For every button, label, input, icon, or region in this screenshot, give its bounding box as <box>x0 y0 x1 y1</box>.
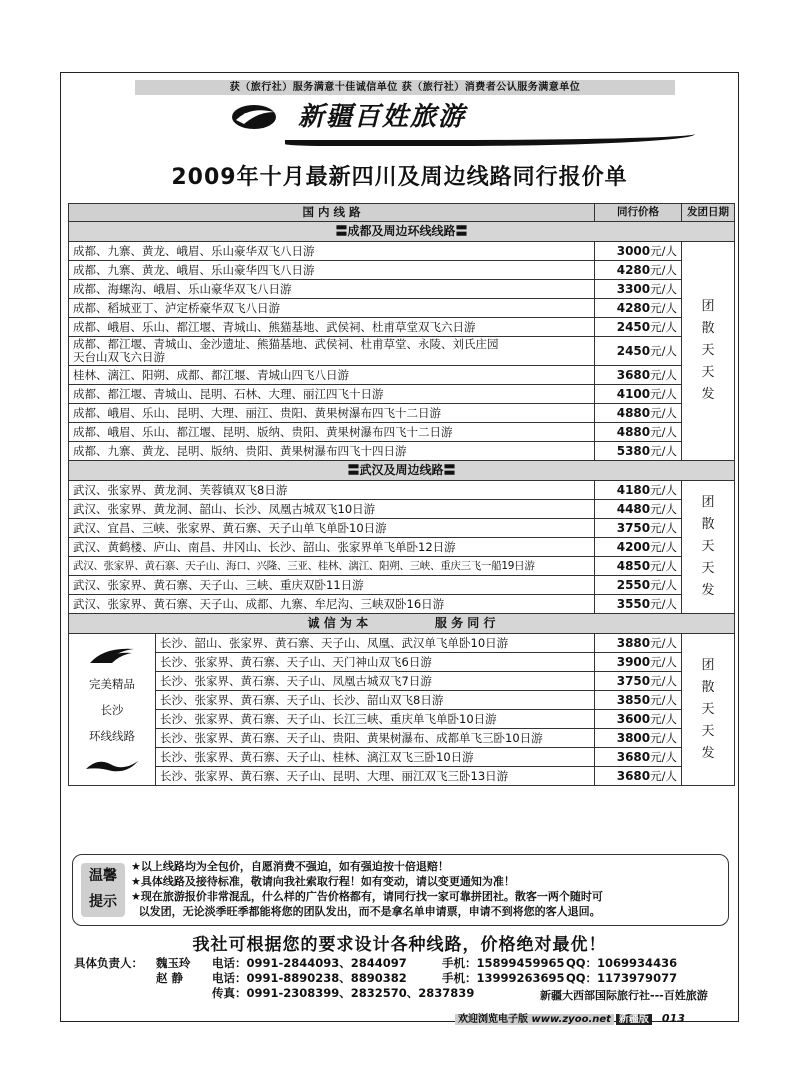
award-banner: 获（旅行社）服务满意十佳诚信单位 获（旅行社）消费者公认服务满意单位 <box>135 80 675 95</box>
contact-qq: QQ：1069934436 <box>566 956 678 970</box>
agency-name: 新疆大西部国际旅行社---百姓旅游 <box>540 989 708 1002</box>
table-row: 完美精品 长沙 环线线路 长沙、韶山、张家界、黄石寨、天子山、凤凰、武汉单飞单卧10日游 3880元/人 团散天天发 <box>69 634 735 653</box>
table-row: 成都、稻城亚丁、泸定桥豪华双飞八日游 4280元/人 <box>69 299 735 318</box>
table-row: 武汉、张家界、黄石寨、天子山、海口、兴隆、三亚、桂林、漓江、阳朔、三峡、重庆三飞一船19日游 4850元/人 <box>69 557 735 576</box>
side-line-1: 完美精品 <box>89 676 135 691</box>
table-row: 长沙、张家界、黄石寨、天子山、昆明、大理、丽江双飞三卧13日游 3680元/人 <box>69 767 735 786</box>
table-row: 成都、都江堰、青城山、昆明、石林、大理、丽江四飞十日游 4100元/人 <box>69 385 735 404</box>
section-header-wuhan: 〓武汉及周边线路〓 <box>69 461 735 481</box>
wave-top-icon <box>86 645 138 665</box>
changsha-side-panel <box>69 634 156 786</box>
price-table <box>68 203 735 786</box>
contact-label: 具体负责人： <box>74 956 143 970</box>
side-line-3: 环线线路 <box>89 728 135 743</box>
tips-box <box>72 854 729 926</box>
list-item: ★现在旅游报价非常混乱，什么样的广告价格都有，请同行找一家可靠拼团社。散客一两个随时可 <box>131 890 603 903</box>
list-item: ★具体线路及接待标准，敬请向我社索取行程！如有变动，请以变更通知为准！ <box>131 875 515 888</box>
tips-list <box>131 859 726 919</box>
contact-mobile: 手机：15899459965 <box>442 956 565 970</box>
departure-note: 团散天天发 <box>682 634 735 786</box>
footer-url[interactable]: www.zyoo.net <box>531 1014 611 1025</box>
table-row: 成都、九寨、黄龙、峨眉、乐山豪华四飞八日游 4280元/人 <box>69 261 735 280</box>
brand-name: 新疆百姓旅游 <box>298 102 467 132</box>
table-row: 长沙、张家界、黄石寨、天子山、长江三峡、重庆单飞单卧10日游 3600元/人 <box>69 710 735 729</box>
list-item: 以发团，无论淡季旺季都能将您的团队发出，而不是拿名单申请票，申请不到将您的客人退回。 <box>131 905 601 918</box>
contact-name: 赵 静 <box>156 971 184 985</box>
contact-name: 魏玉玲 <box>156 956 191 970</box>
section-header-changsha: 诚 信 为 本 服 务 同 行 <box>69 614 735 634</box>
table-row: 成都、海螺沟、峨眉、乐山豪华双飞八日游 3300元/人 <box>69 280 735 299</box>
footer-label: 欢迎浏览电子版 <box>458 1014 528 1025</box>
table-row: 武汉、张家界、黄石寨、天子山、成都、九寨、牟尼沟、三峡双卧16日游 3550元/人 <box>69 595 735 614</box>
table-row: 长沙、张家界、黄石寨、天子山、凤凰古城双飞7日游 3750元/人 <box>69 672 735 691</box>
contact-mobile: 手机：13999263695 <box>442 971 565 985</box>
slogan: 我社可根据您的要求设计各种线路，价格绝对最优！ <box>192 935 607 955</box>
table-header-row <box>69 204 735 222</box>
table-row: 成都、峨眉、乐山、都江堰、青城山、熊猫基地、武侯祠、杜甫草堂双飞六日游 2450元/人 <box>69 318 735 337</box>
table-row: 成都、九寨、黄龙、峨眉、乐山豪华双飞八日游 3000元/人 团散天天发 <box>69 242 735 261</box>
table-row: 成都、峨眉、乐山、都江堰、昆明、版纳、贵阳、黄果树瀑布四飞十二日游 4880元/人 <box>69 423 735 442</box>
brand-logo <box>230 98 670 136</box>
swoosh-logo-icon <box>230 102 278 132</box>
table-row: 长沙、张家界、黄石寨、天子山、贵阳、黄果树瀑布、成都单飞三卧10日游 3800元/人 <box>69 729 735 748</box>
table-row: 武汉、黄鹤楼、庐山、南昌、井冈山、长沙、韶山、张家界单飞单卧12日游 4200元/人 <box>69 538 735 557</box>
departure-note: 团散天天发 <box>682 481 735 614</box>
contact-phone: 电话：0991-8890238、8890382 <box>212 971 407 985</box>
wave-bottom-icon <box>84 755 140 775</box>
table-row: 武汉、张家界、黄石寨、天子山、三峡、重庆双卧11日游 2550元/人 <box>69 576 735 595</box>
route-header: 国 内 线 路 <box>69 204 595 222</box>
table-row: 长沙、张家界、黄石寨、天子山、桂林、漓江双飞三卧10日游 3680元/人 <box>69 748 735 767</box>
table-row: 武汉、宜昌、三峡、张家界、黄石寨、天子山单飞单卧10日游 3750元/人 <box>69 519 735 538</box>
table-row: 桂林、漓江、阳朔、成都、都江堰、青城山四飞八日游 3680元/人 <box>69 366 735 385</box>
edition-badge: 新疆版 <box>616 1014 652 1025</box>
price-header: 同行价格 <box>595 204 682 222</box>
page-number: 013 <box>661 1012 685 1025</box>
table-row: 长沙、张家界、黄石寨、天子山、长沙、韶山双飞8日游 3850元/人 <box>69 691 735 710</box>
contact-qq: QQ：1173979077 <box>566 971 678 985</box>
departure-header: 发团日期 <box>682 204 735 222</box>
section-header-chengdu: 〓成都及周边环线线路〓 <box>69 222 735 242</box>
contact-phone: 电话：0991-2844093、2844097 <box>212 956 407 970</box>
side-line-2: 长沙 <box>100 702 124 717</box>
page-title: 2009年十月最新四川及周边线路同行报价单 <box>171 165 628 190</box>
list-item: ★以上线路均为全包价，自愿消费不强迫，如有强迫按十倍退赔！ <box>131 860 449 873</box>
table-row: 成都、峨眉、乐山、昆明、大理、丽江、贵阳、黄果树瀑布四飞十二日游 4880元/人 <box>69 404 735 423</box>
table-row: 成都、都江堰、青城山、金沙遗址、熊猫基地、武侯祠、杜甫草堂、永陵、刘氏庄园 天台山双飞六日游 2450元/人 <box>69 337 735 366</box>
page-footer <box>455 1012 685 1026</box>
departure-note: 团散天天发 <box>682 242 735 461</box>
table-row: 武汉、张家界、黄龙洞、韶山、长沙、凤凰古城双飞10日游 4480元/人 <box>69 500 735 519</box>
tips-tag: 温馨 提示 <box>81 863 125 917</box>
table-row: 武汉、张家界、黄龙洞、芙蓉镇双飞8日游 4180元/人 团散天天发 <box>69 481 735 500</box>
table-row: 成都、九寨、黄龙、昆明、版纳、贵阳、黄果树瀑布四飞十四日游 5380元/人 <box>69 442 735 461</box>
table-row: 长沙、张家界、黄石寨、天子山、天门神山双飞6日游 3900元/人 <box>69 653 735 672</box>
contact-fax: 传真：0991-2308399、2832570、2837839 <box>212 986 475 1000</box>
